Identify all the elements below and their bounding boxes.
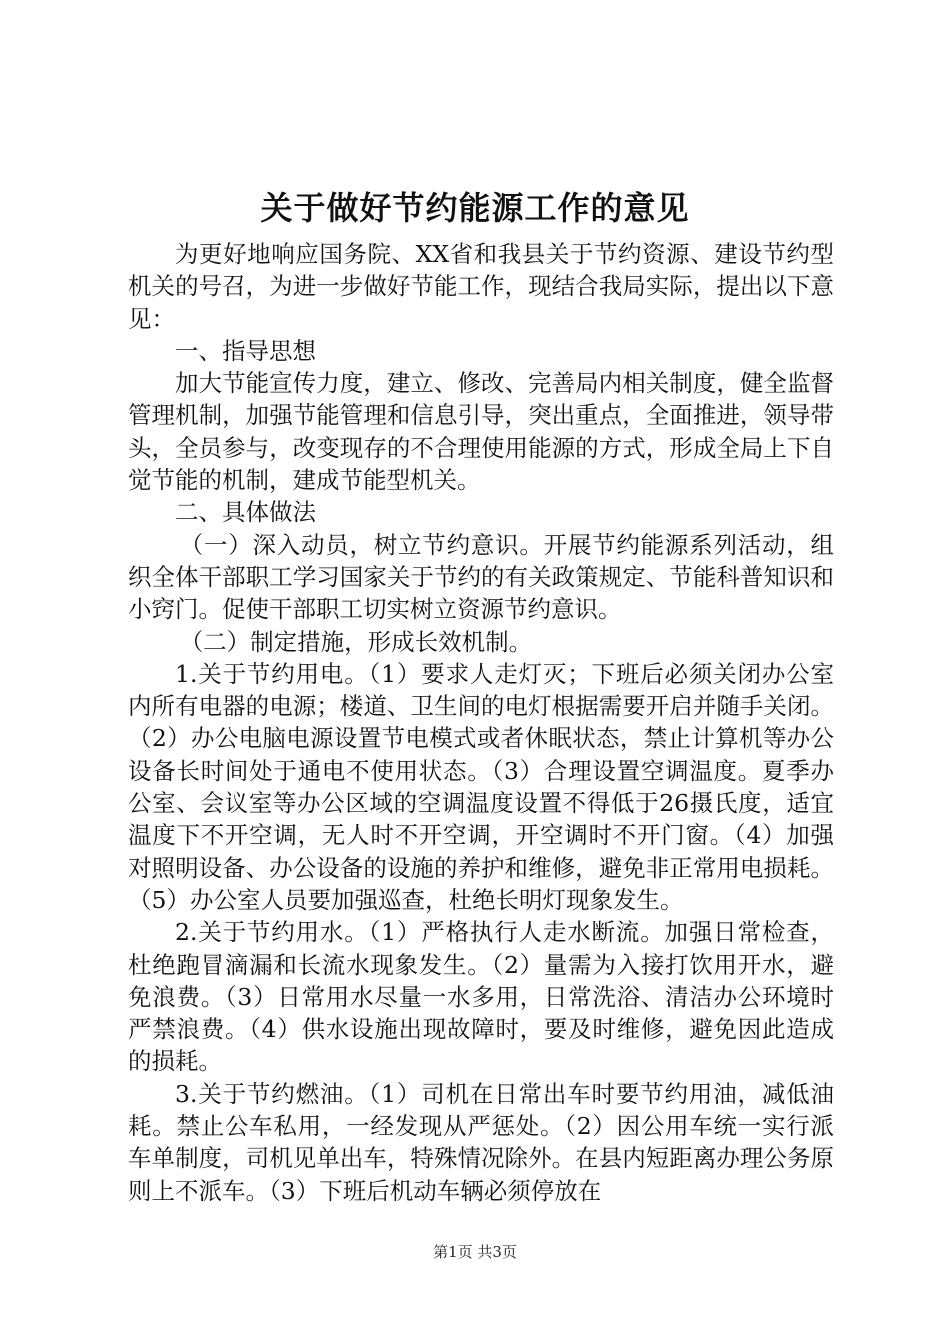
- document-body: [128, 238, 834, 1207]
- fuel-saving-paragraph: 3.关于节约燃油。（1）司机在日常出车时要节约用油，减低油耗。禁止公车私用，一经发现从严惩处。（2）因公用车统一实行派车单制度，司机见单出车，特殊情况除外。在县内短距离办理公务原则上不派车。（3）下班后机动车辆必须停放在: [128, 1079, 834, 1205]
- guiding-ideas-paragraph: 加大节能宣传力度，建立、修改、完善局内相关制度，健全监督管理机制，加强节能管理和信息引导，突出重点，全面推进，领导带头，全员参与，改变现存的不合理使用能源的方式，形成全局上下自觉节能的机制，建成节能型机关。: [128, 369, 834, 495]
- section-heading-specific-measures: 二、具体做法: [175, 498, 316, 527]
- page-number-footer: 第1页 共3页: [433, 1243, 517, 1261]
- water-saving-paragraph: 2.关于节约用水。（1）严格执行人走水断流。加强日常检查，杜绝跑冒滴漏和长流水现象发生。（2）量需为入接打饮用开水，避免浪费。（3）日常用水尽量一水多用，日常洗浴、清洁办公环境时严禁浪费。（4）供水设施出现故障时，要及时维修，避免因此造成的损耗。: [128, 918, 834, 1076]
- section-heading-guiding-ideas: 一、指导思想: [175, 336, 316, 365]
- electricity-saving-paragraph: 1.关于节约用电。（1）要求人走灯灭；下班后必须关闭办公室内所有电器的电源；楼道、卫生间的电灯根据需要开启并随手关闭。（2）办公电脑电源设置节电模式或者休眠状态，禁止计算机等办公设备长时间处于通电不使用状态。（3）合理设置空调温度。夏季办公室、会议室等办公区域的空调温度设置不得低于26摄氏度，适宜温度下不开空调，无人时不开空调，开空调时不开门窗。（4）加强对照明设备、办公设备的设施的养护和维修，避免非正常用电损耗。（5）办公室人员要加强巡查，杜绝长明灯现象发生。: [128, 659, 834, 914]
- intro-paragraph: 为更好地响应国务院、XX省和我县关于节约资源、建设节约型机关的号召，为进一步做好节能工作，现结合我局实际，提出以下意见：: [128, 240, 834, 333]
- document-title: 关于做好节约能源工作的意见: [260, 189, 690, 227]
- measure-one-paragraph: （一）深入动员，树立节约意识。开展节约能源系列活动，组织全体干部职工学习国家关于节约的有关政策规定、节能科普知识和小窍门。促使干部职工切实树立资源节约意识。: [128, 530, 834, 624]
- measure-two-heading: （二）制定措施，形成长效机制。: [179, 627, 533, 656]
